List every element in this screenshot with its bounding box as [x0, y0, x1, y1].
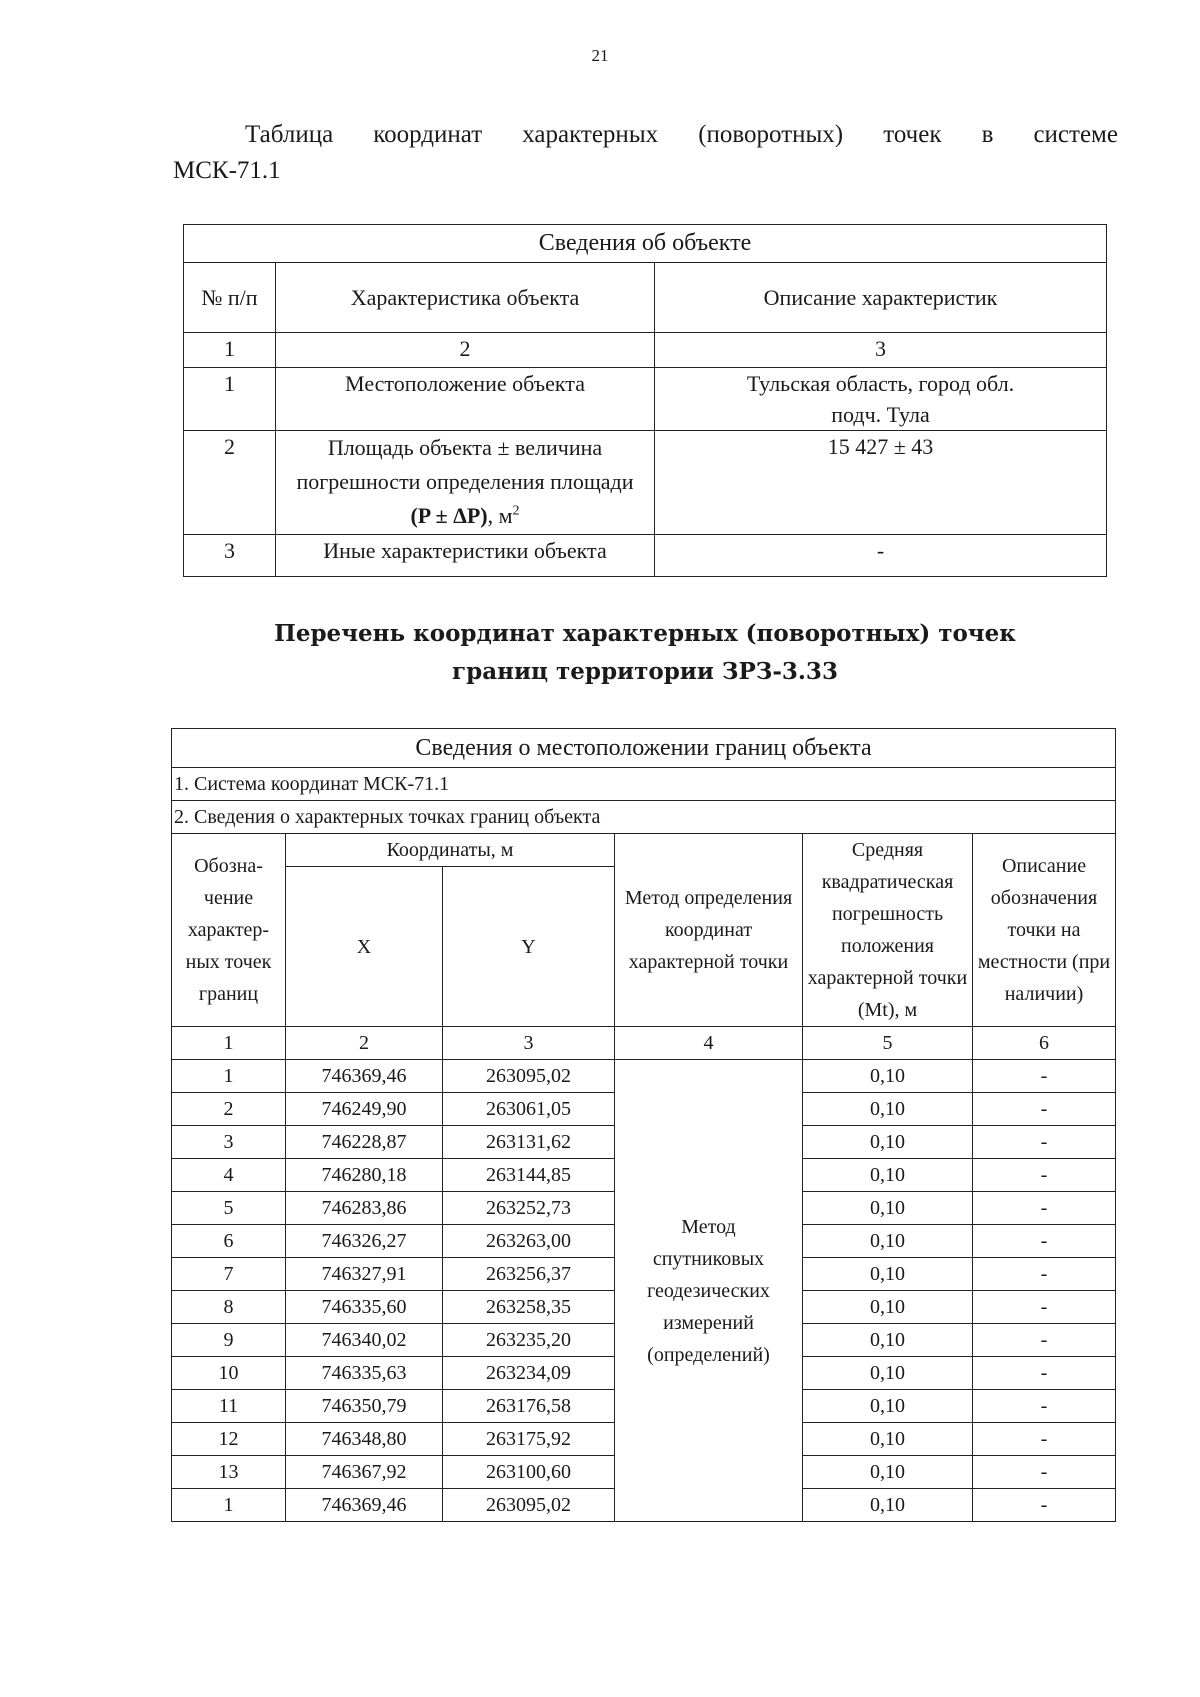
heading-line-2: границ территории ЗРЗ-3.33: [452, 658, 838, 685]
location-description: -: [973, 1159, 1116, 1192]
x-coordinate: 746335,63: [286, 1357, 443, 1390]
row-description: Тульская область, город обл. подч. Тула: [655, 368, 1107, 431]
mean-square-error: 0,10: [803, 1489, 973, 1522]
mean-square-error: 0,10: [803, 1324, 973, 1357]
intro-word: (поворотных): [698, 121, 844, 148]
index-cell: 3: [443, 1027, 615, 1060]
point-number: 9: [172, 1324, 286, 1357]
intro-line-1: [173, 117, 1118, 153]
point-number: 1: [172, 1060, 286, 1093]
mean-square-error: 0,10: [803, 1258, 973, 1291]
mean-square-error: 0,10: [803, 1390, 973, 1423]
col-header-description: Описание характеристик: [655, 263, 1107, 333]
location-description: -: [973, 1258, 1116, 1291]
y-coordinate: 263235,20: [443, 1324, 615, 1357]
page-number: 21: [591, 46, 609, 65]
mean-square-error: 0,10: [803, 1225, 973, 1258]
point-number: 5: [172, 1192, 286, 1225]
y-coordinate: 263256,37: [443, 1258, 615, 1291]
y-coordinate: 263176,58: [443, 1390, 615, 1423]
heading-line-1: Перечень координат характерных (поворотных) точек: [274, 620, 1016, 647]
table-row: [172, 1060, 1116, 1093]
intro-word: характерных: [522, 121, 659, 148]
row-num: 1: [184, 368, 276, 431]
point-number: 3: [172, 1126, 286, 1159]
section-heading: [0, 615, 1200, 691]
area-unit: , м: [487, 503, 513, 528]
point-number: 8: [172, 1291, 286, 1324]
y-coordinate: 263258,35: [443, 1291, 615, 1324]
intro-word: Таблица: [245, 121, 334, 148]
x-coordinate: 746283,86: [286, 1192, 443, 1225]
col-header-location-description: Описание обозначения точки на местности (при наличии): [973, 834, 1116, 1027]
col-header-coords: Координаты, м: [286, 834, 615, 867]
y-coordinate: 263131,62: [443, 1126, 615, 1159]
point-number: 4: [172, 1159, 286, 1192]
y-coordinate: 263175,92: [443, 1423, 615, 1456]
index-cell: 1: [172, 1027, 286, 1060]
row-description: 15 427 ± 43: [655, 431, 1107, 535]
location-description: -: [973, 1291, 1116, 1324]
mean-square-error: 0,10: [803, 1159, 973, 1192]
point-number: 2: [172, 1093, 286, 1126]
index-cell: 2: [276, 333, 655, 368]
area-text: Площадь объекта ± величина погрешности определения площади: [296, 435, 634, 494]
col-header-num: № п/п: [184, 263, 276, 333]
location-description: -: [973, 1423, 1116, 1456]
coord-system-row: 1. Система координат МСК-71.1: [172, 768, 1116, 801]
coordinates-table: [171, 728, 1116, 1522]
mean-square-error: 0,10: [803, 1357, 973, 1390]
col-header-designation: Обозна-чение характер-ных точек границ: [172, 834, 286, 1027]
mean-square-error: 0,10: [803, 1060, 973, 1093]
col-header-characteristic: Характеристика объекта: [276, 263, 655, 333]
x-coordinate: 746369,46: [286, 1060, 443, 1093]
x-coordinate: 746280,18: [286, 1159, 443, 1192]
object-table-title: Сведения об объекте: [184, 225, 1107, 263]
intro-word: координат: [373, 121, 483, 148]
index-cell: 5: [803, 1027, 973, 1060]
location-description: -: [973, 1225, 1116, 1258]
col-header-x: X: [286, 867, 443, 1027]
intro-line-2: МСК-71.1: [173, 157, 281, 184]
y-coordinate: 263263,00: [443, 1225, 615, 1258]
point-number: 6: [172, 1225, 286, 1258]
y-coordinate: 263095,02: [443, 1489, 615, 1522]
x-coordinate: 746327,91: [286, 1258, 443, 1291]
location-description: -: [973, 1489, 1116, 1522]
row-characteristic: Иные характеристики объекта: [276, 535, 655, 577]
x-coordinate: 746228,87: [286, 1126, 443, 1159]
intro-paragraph: [173, 117, 1118, 189]
point-number: 10: [172, 1357, 286, 1390]
intro-word: системе: [1033, 121, 1118, 148]
col-header-y: Y: [443, 867, 615, 1027]
col-header-error: Средняя квадратическая погрешность положения характерной точки (Mt), м: [803, 834, 973, 1027]
point-number: 13: [172, 1456, 286, 1489]
x-coordinate: 746369,46: [286, 1489, 443, 1522]
location-description: -: [973, 1390, 1116, 1423]
row-description: -: [655, 535, 1107, 577]
x-coordinate: 746335,60: [286, 1291, 443, 1324]
mean-square-error: 0,10: [803, 1456, 973, 1489]
point-number: 11: [172, 1390, 286, 1423]
location-description: -: [973, 1357, 1116, 1390]
location-description: -: [973, 1060, 1116, 1093]
x-coordinate: 746326,27: [286, 1225, 443, 1258]
method-cell: Метод спутниковых геодезических измерений (определений): [615, 1060, 803, 1522]
mean-square-error: 0,10: [803, 1291, 973, 1324]
row-num: 3: [184, 535, 276, 577]
y-coordinate: 263061,05: [443, 1093, 615, 1126]
row-characteristic: [276, 431, 655, 535]
y-coordinate: 263252,73: [443, 1192, 615, 1225]
row-num: 2: [184, 431, 276, 535]
y-coordinate: 263095,02: [443, 1060, 615, 1093]
object-info-table: [183, 224, 1107, 577]
point-number: 12: [172, 1423, 286, 1456]
y-coordinate: 263234,09: [443, 1357, 615, 1390]
location-description: -: [973, 1456, 1116, 1489]
index-cell: 1: [184, 333, 276, 368]
x-coordinate: 746340,02: [286, 1324, 443, 1357]
index-cell: 2: [286, 1027, 443, 1060]
x-coordinate: 746348,80: [286, 1423, 443, 1456]
mean-square-error: 0,10: [803, 1192, 973, 1225]
x-coordinate: 746367,92: [286, 1456, 443, 1489]
intro-word: в: [981, 121, 994, 148]
index-cell: 3: [655, 333, 1107, 368]
area-formula: (P ± ΔP): [410, 503, 488, 528]
points-info-row: 2. Сведения о характерных точках границ объекта: [172, 801, 1116, 834]
coord-rows: [172, 1060, 1116, 1522]
x-coordinate: 746350,79: [286, 1390, 443, 1423]
mean-square-error: 0,10: [803, 1126, 973, 1159]
location-description: -: [973, 1093, 1116, 1126]
location-description: -: [973, 1324, 1116, 1357]
mean-square-error: 0,10: [803, 1423, 973, 1456]
intro-word: точек: [883, 121, 942, 148]
point-number: 7: [172, 1258, 286, 1291]
y-coordinate: 263100,60: [443, 1456, 615, 1489]
y-coordinate: 263144,85: [443, 1159, 615, 1192]
coord-table-title: Сведения о местоположении границ объекта: [172, 729, 1116, 768]
location-description: -: [973, 1126, 1116, 1159]
location-description: -: [973, 1192, 1116, 1225]
point-number: 1: [172, 1489, 286, 1522]
area-unit-exponent: 2: [512, 503, 520, 519]
mean-square-error: 0,10: [803, 1093, 973, 1126]
col-header-method: Метод определения координат характерной точки: [615, 834, 803, 1027]
x-coordinate: 746249,90: [286, 1093, 443, 1126]
row-characteristic: Местоположение объекта: [276, 368, 655, 431]
index-cell: 4: [615, 1027, 803, 1060]
index-cell: 6: [973, 1027, 1116, 1060]
